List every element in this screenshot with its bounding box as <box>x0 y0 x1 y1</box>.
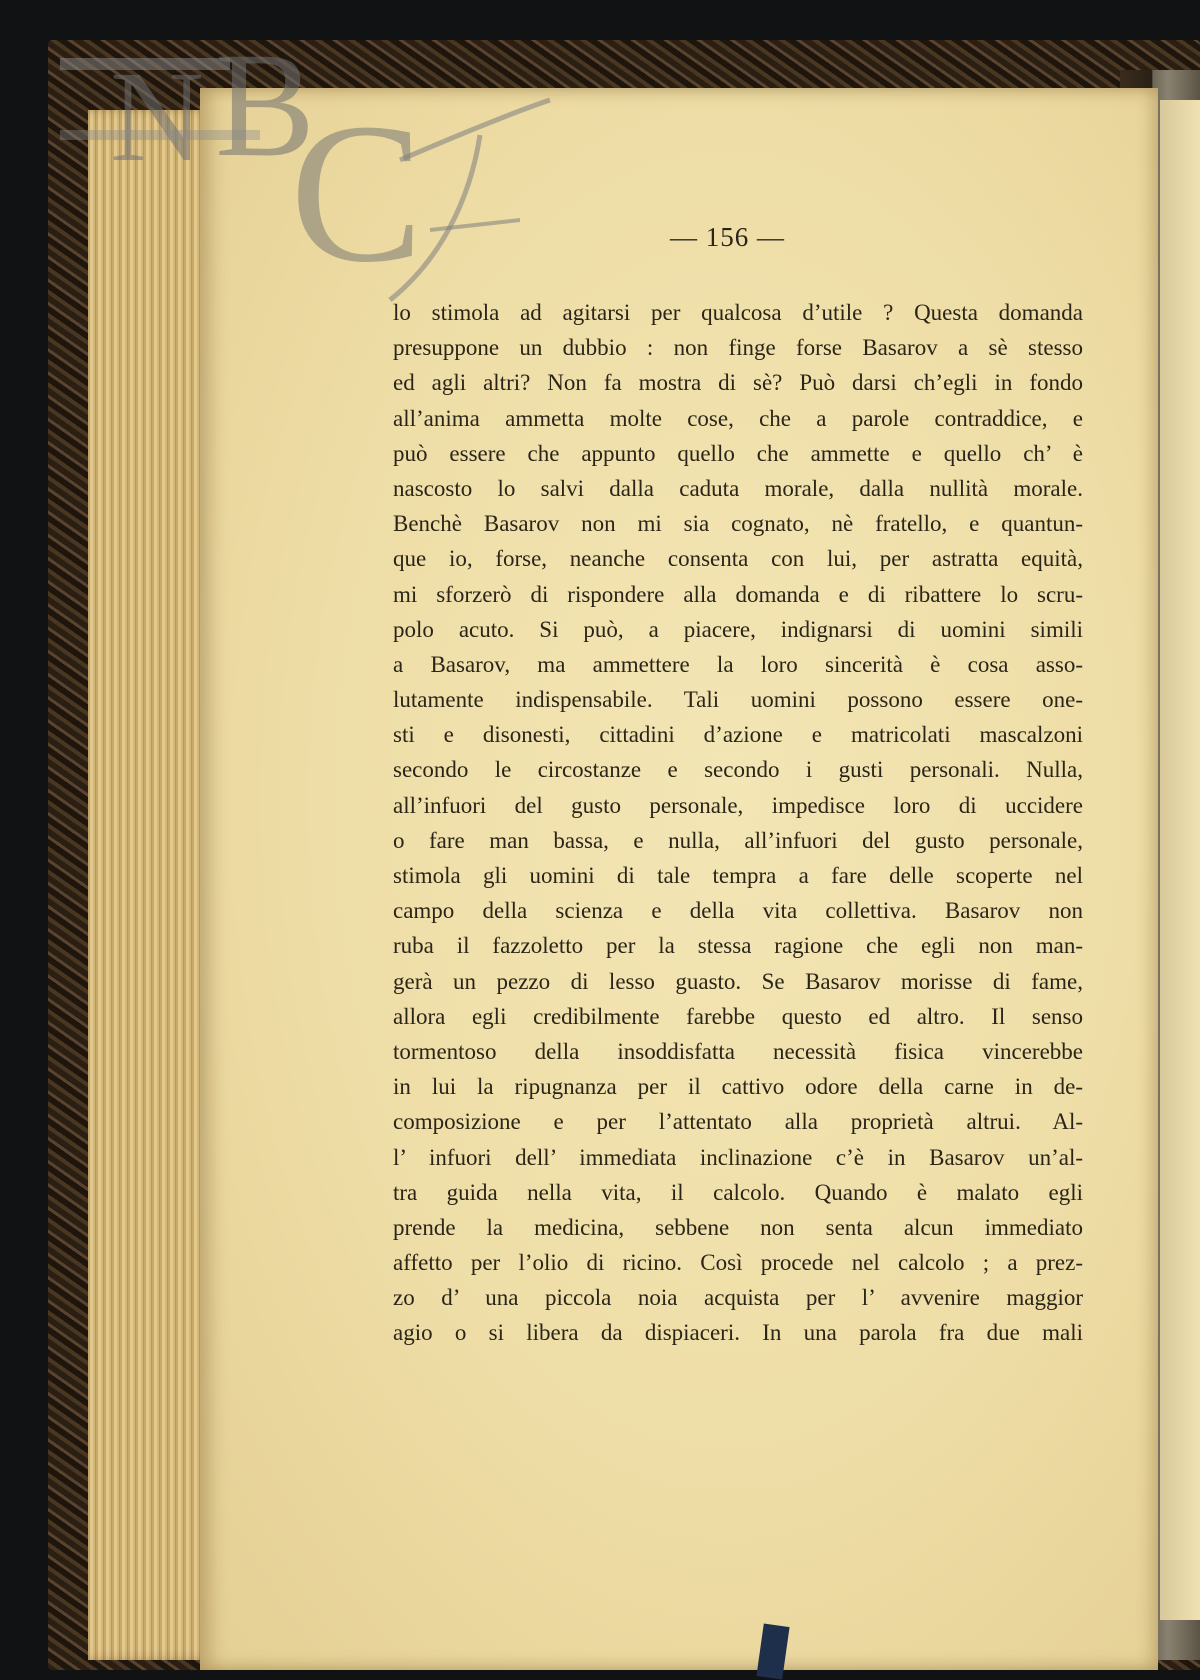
svg-text:C: C <box>290 83 424 304</box>
text-line: o fare man bassa, e nulla, all’infuori del gusto personale, <box>393 827 1083 853</box>
facing-page-edge <box>1160 100 1200 1620</box>
text-line: affetto per l’olio di ricino. Così procede nel calcolo ; a prez- <box>393 1250 1083 1276</box>
text-line: stimola gli uomini di tale tempra a fare delle scoperte nel <box>393 863 1083 888</box>
text-line: Benchè Basarov non mi sia cognato, nè fratello, e quantun- <box>393 511 1083 537</box>
text-line: lutamente indispensabile. Tali uomini possono essere one- <box>393 687 1083 713</box>
text-line: presuppone un dubbio : non finge forse Basarov a sè stesso <box>393 335 1083 361</box>
text-line: lo stimola ad agitarsi per qualcosa d’utile ? Questa domanda <box>393 300 1083 325</box>
text-line: zo d’ una piccola noia acquista per l’ avvenire maggior <box>393 1285 1083 1311</box>
text-line: tormentoso della insoddisfatta necessità fisica vincerebbe <box>393 1038 1083 1064</box>
text-line: all’infuori del gusto personale, impedisce loro di uccidere <box>393 792 1083 818</box>
text-line: polo acuto. Si può, a piacere, indignarsi di uomini simili <box>393 616 1083 642</box>
svg-text:B: B <box>215 40 316 188</box>
text-line: composizione e per l’attentato alla proprietà altrui. Al- <box>393 1109 1083 1135</box>
text-line: ruba il fazzoletto per la stessa ragione che egli non man- <box>393 933 1083 959</box>
text-line: campo della scienza e della vita collettiva. Basarov non <box>393 898 1083 924</box>
text-line: l’ infuori dell’ immediata inclinazione c’è in Basarov un’al- <box>393 1144 1083 1170</box>
text-line: agio o si libera da dispiaceri. In una parola fra due mali <box>393 1320 1083 1346</box>
svg-text:N: N <box>110 45 204 189</box>
text-line: secondo le circostanze e secondo i gusti personali. Nulla, <box>393 757 1083 783</box>
text-line: allora egli credibilmente farebbe questo ed altro. Il senso <box>393 1003 1083 1029</box>
text-line: ed agli altri? Non fa mostra di sè? Può darsi ch’egli in fondo <box>393 370 1083 396</box>
text-line: nascosto lo salvi dalla caduta morale, dalla nullità morale. <box>393 475 1083 501</box>
text-line: all’anima ammetta molte cose, che a parole contraddice, e <box>393 405 1083 431</box>
text-line: que io, forse, neanche consenta con lui, per astratta equità, <box>393 546 1083 572</box>
text-line: prende la medicina, sebbene non senta alcun immediato <box>393 1214 1083 1240</box>
page-number: — 156 — <box>670 222 785 252</box>
text-line: mi sforzerò di rispondere alla domanda e di ribattere lo scru- <box>393 581 1083 607</box>
text-line: può essere che appunto quello che ammette e quello ch’ è <box>393 440 1083 466</box>
text-line: in lui la ripugnanza per il cattivo odore della carne in de- <box>393 1074 1083 1100</box>
body-text <box>393 295 1083 1351</box>
text-line: sti e disonesti, cittadini d’azione e matricolati mascalzoni <box>393 722 1083 748</box>
text-line: tra guida nella vita, il calcolo. Quando è malato egli <box>393 1179 1083 1205</box>
text-line: gerà un pezzo di lesso guasto. Se Basarov morisse di fame, <box>393 968 1083 994</box>
text-line: a Basarov, ma ammettere la loro sincerità è cosa asso- <box>393 651 1083 677</box>
library-watermark-logo <box>50 40 570 330</box>
